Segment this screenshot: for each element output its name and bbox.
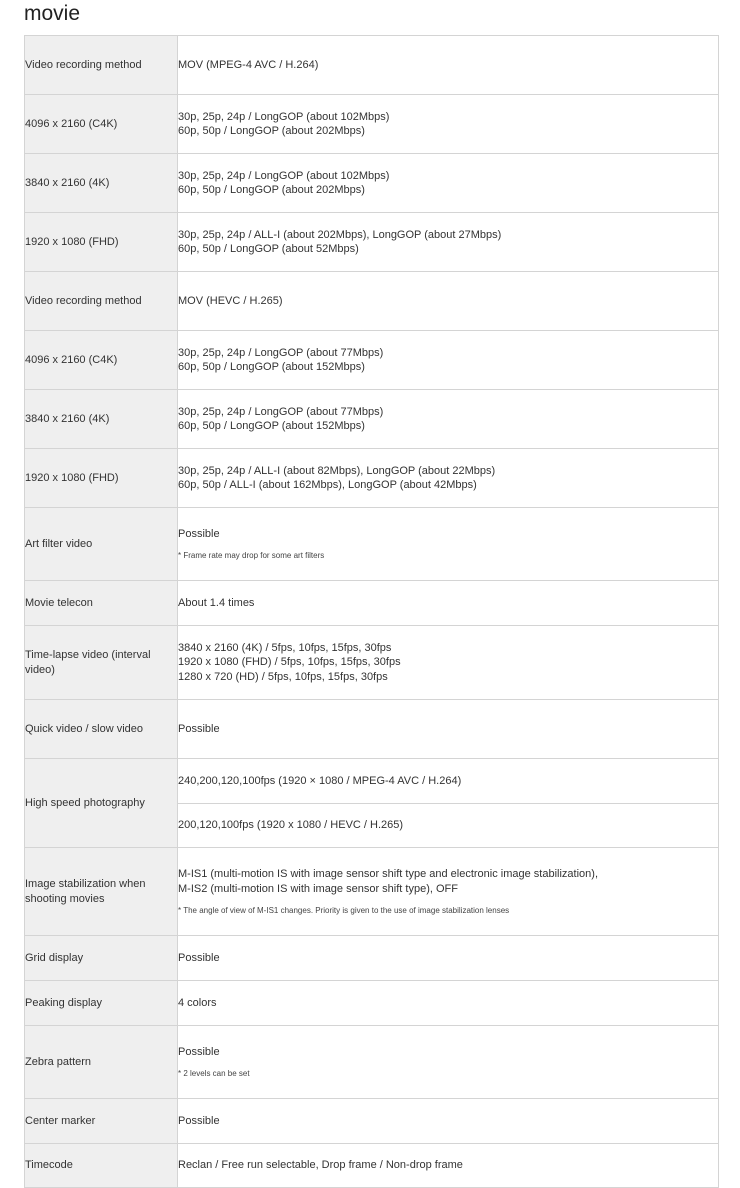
spec-label: Image stabilization when shooting movies: [25, 848, 178, 936]
spec-value-line: MOV (MPEG-4 AVC / H.264): [178, 58, 319, 71]
spec-value-line: 60p, 50p / LongGOP (about 202Mbps): [178, 125, 365, 137]
spec-value-line: 60p, 50p / LongGOP (about 152Mbps): [178, 420, 365, 432]
spec-label: Grid display: [25, 936, 178, 981]
spec-row: [25, 95, 719, 154]
spec-value: [178, 1144, 719, 1188]
spec-value: [178, 936, 719, 981]
spec-row: [25, 508, 719, 581]
spec-value-line: 200,120,100fps (1920 x 1080 / HEVC / H.265): [178, 819, 404, 832]
spec-label: Video recording method: [25, 272, 178, 331]
spec-value: [178, 154, 719, 213]
spec-row: [25, 272, 719, 331]
spec-value-line: Possible: [178, 1114, 220, 1127]
spec-row: [25, 213, 719, 272]
spec-value-line: 1280 x 720 (HD) / 5fps, 10fps, 15fps, 30fps: [178, 670, 388, 683]
spec-table-body: [25, 36, 719, 1188]
spec-row: [25, 626, 719, 700]
movie-spec-table: [24, 35, 719, 1188]
spec-value-line: 30p, 25p, 24p / ALL-I (about 82Mbps), LongGOP (about 22Mbps): [178, 464, 496, 477]
spec-value-line: Reclan / Free run selectable, Drop frame / Non-drop frame: [178, 1159, 463, 1172]
spec-row: [25, 331, 719, 390]
spec-value-line: M-IS1 (multi-motion IS with image sensor shift type and electronic image stabilization),: [178, 868, 599, 880]
spec-label: Time-lapse video (interval video): [25, 626, 178, 700]
spec-value-line: Possible: [178, 722, 220, 735]
spec-value-line: 4 colors: [178, 996, 217, 1009]
spec-label: 1920 x 1080 (FHD): [25, 213, 178, 272]
spec-label: Timecode: [25, 1144, 178, 1188]
spec-value: [178, 700, 719, 759]
spec-label: Art filter video: [25, 508, 178, 581]
spec-value-line: 60p, 50p / LongGOP (about 202Mbps): [178, 184, 365, 196]
spec-value: [178, 1099, 719, 1144]
spec-value-line: 60p, 50p / LongGOP (about 152Mbps): [178, 361, 365, 373]
spec-value: [178, 331, 719, 390]
spec-value: [178, 390, 719, 449]
spec-value: [178, 449, 719, 508]
page-title: movie: [24, 2, 81, 25]
spec-label: 4096 x 2160 (C4K): [25, 95, 178, 154]
spec-row: [25, 36, 719, 95]
spec-row: [25, 1099, 719, 1144]
spec-row: [25, 154, 719, 213]
spec-value-line: 240,200,120,100fps (1920 × 1080 / MPEG-4 AVC / H.264): [178, 774, 462, 787]
spec-label: 1920 x 1080 (FHD): [25, 449, 178, 508]
spec-value-line: Possible: [178, 951, 220, 964]
spec-value-line: About 1.4 times: [178, 596, 255, 609]
spec-note: * 2 levels can be set: [178, 1069, 250, 1079]
spec-label: Peaking display: [25, 981, 178, 1026]
spec-row: [25, 848, 719, 936]
spec-value: [178, 848, 719, 936]
spec-label: High speed photography: [25, 759, 178, 848]
spec-row: [25, 981, 719, 1026]
spec-value: [178, 804, 719, 848]
spec-value: [178, 272, 719, 331]
spec-value-line: Possible: [178, 1045, 220, 1058]
spec-row: [25, 449, 719, 508]
spec-value-line: M-IS2 (multi-motion IS with image sensor shift type), OFF: [178, 882, 458, 895]
spec-value-line: 3840 x 2160 (4K) / 5fps, 10fps, 15fps, 30fps: [178, 641, 392, 654]
spec-row: [25, 1144, 719, 1188]
spec-value-line: 30p, 25p, 24p / ALL-I (about 202Mbps), LongGOP (about 27Mbps): [178, 228, 502, 241]
spec-value: [178, 1026, 719, 1099]
spec-label: Zebra pattern: [25, 1026, 178, 1099]
spec-label: Video recording method: [25, 36, 178, 95]
spec-value-line: 1920 x 1080 (FHD) / 5fps, 10fps, 15fps, 30fps: [178, 656, 401, 669]
spec-value-line: 30p, 25p, 24p / LongGOP (about 102Mbps): [178, 110, 390, 123]
spec-value-line: 30p, 25p, 24p / LongGOP (about 77Mbps): [178, 346, 384, 359]
spec-row: [25, 581, 719, 626]
spec-row: [25, 1026, 719, 1099]
spec-value-line: 60p, 50p / ALL-I (about 162Mbps), LongGOP (about 42Mbps): [178, 479, 477, 491]
spec-row: [25, 390, 719, 449]
spec-label: Movie telecon: [25, 581, 178, 626]
spec-value: [178, 581, 719, 626]
spec-value-line: Possible: [178, 527, 220, 540]
spec-value: [178, 626, 719, 700]
spec-value: [178, 95, 719, 154]
spec-value: [178, 508, 719, 581]
spec-value: [178, 213, 719, 272]
spec-row: [25, 759, 719, 804]
spec-value: [178, 759, 719, 804]
spec-value-line: 30p, 25p, 24p / LongGOP (about 102Mbps): [178, 169, 390, 182]
spec-note: * Frame rate may drop for some art filters: [178, 551, 325, 561]
spec-label: Quick video / slow video: [25, 700, 178, 759]
spec-value: [178, 36, 719, 95]
spec-value: [178, 981, 719, 1026]
spec-row: [25, 936, 719, 981]
spec-value-line: MOV (HEVC / H.265): [178, 294, 283, 307]
spec-label: 3840 x 2160 (4K): [25, 390, 178, 449]
spec-note: * The angle of view of M-IS1 changes. Priority is given to the use of image stabilization lenses: [178, 906, 510, 915]
spec-label: Center marker: [25, 1099, 178, 1144]
spec-value-line: 60p, 50p / LongGOP (about 52Mbps): [178, 243, 359, 255]
spec-value-line: 30p, 25p, 24p / LongGOP (about 77Mbps): [178, 405, 384, 418]
spec-label: 4096 x 2160 (C4K): [25, 331, 178, 390]
spec-row: [25, 700, 719, 759]
spec-label: 3840 x 2160 (4K): [25, 154, 178, 213]
